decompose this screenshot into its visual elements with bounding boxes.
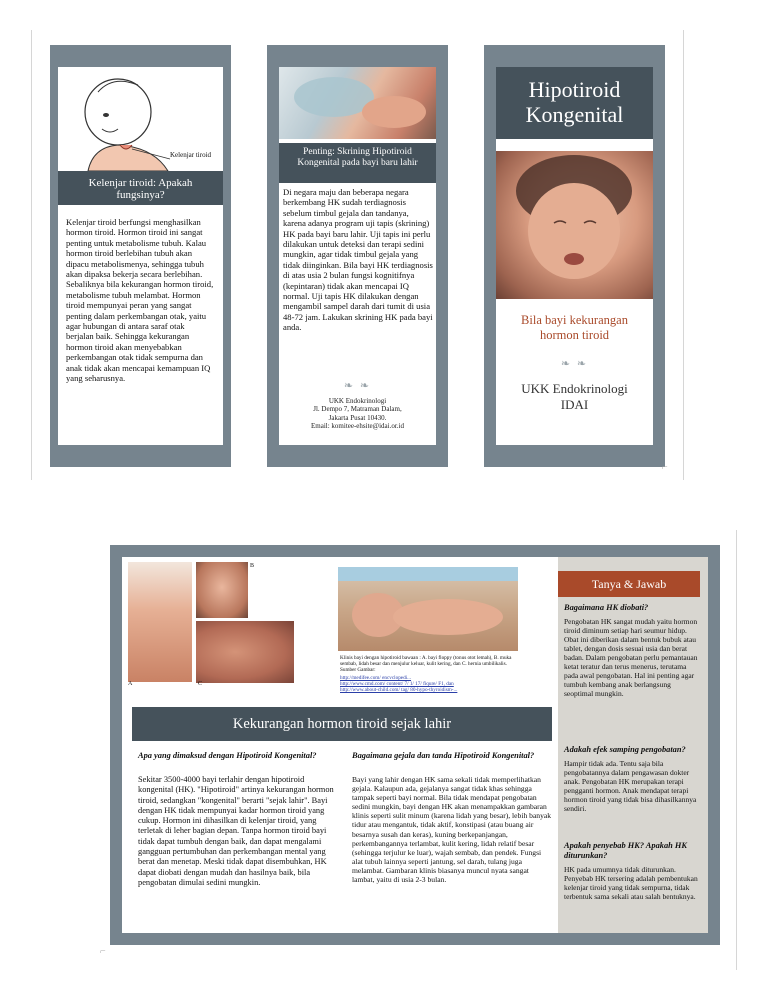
page-guide-bottom-right bbox=[736, 530, 737, 970]
spread-paper bbox=[122, 557, 708, 933]
source-link[interactable]: http://www.about-child.com/ tag/ 80-hypo-thyroidism-... bbox=[340, 687, 458, 693]
col2-heading: Bagaimana gejala dan tanda Hipotiroid Kongenital? bbox=[352, 751, 535, 760]
page-corner-mark: ⌐ bbox=[662, 462, 668, 473]
brochure-inside-spread bbox=[110, 545, 720, 945]
panel-1-body: Kelenjar tiroid berfungsi menghasilkan hormon tiroid. Hormon tiroid ini sangat penting untuk metabolisme tubuh. Kalau hormon tiroid berlebihan tubuh akan dipacu metabolismenya, sehingga tubuh akan dipaksa bekerja secara berlebihan. Sebaliknya bila kekurangan hormon tiroid, metabolisme tubuh melambat. Hormon tiroid mempunyai peran yang sangat penting dalam perkembangan otak, yaitu agar hubungan di antara saraf otak berjalan baik. Sehingga kekurangan hormon tiroid akan menyebabkan perkembangan otak tidak sempurna dan anak tidak akan mencapai kemampuan IQ yang seharusnya. bbox=[66, 217, 214, 384]
panel-1-heading: Kelenjar tiroid: Apakah fungsinya? bbox=[58, 171, 223, 205]
contact-line: Jakarta Pusat 10430. bbox=[328, 413, 387, 422]
page-corner-mark-2: ⌐ bbox=[100, 946, 106, 957]
qa-answer-1: Pengobatan HK sangat mudah yaitu hormon tiroid diminum setiap hari seumur hidup. Obat ini diberikan dalam bentuk bubuk atau tablet, dengan dosis sesuai usia dan berat badan. Dalam pengobatan perlu pemantauan ketat teratur dan terus menerus, terutama pada awal pengobatan. Hal ini penting agar tumbuh kembang anak berlangsung seoptimal mungkin. bbox=[564, 617, 698, 698]
cover-title: Hipotiroid Kongenital bbox=[496, 67, 653, 139]
qa-sidebar bbox=[558, 557, 708, 933]
photo-label-a: A bbox=[128, 681, 133, 687]
page-guide-right bbox=[683, 30, 684, 480]
panel-3-card bbox=[496, 67, 653, 445]
cover-baby-photo bbox=[496, 151, 653, 299]
col1-heading: Apa yang dimaksud dengan Hipotiroid Kongenital? bbox=[138, 751, 317, 760]
source-link[interactable]: http://www.cmd.com/ content/ 7/ 1/ 17/ fiqure/ F1, dan bbox=[340, 681, 454, 687]
panel-2-body: Di negara maju dan beberapa negara berkembang HK sudah terdiagnosis sebelum timbul gejala dan tandanya, karena adanya program uji tapis (skrining) HK pada bayi baru lahir. Uji tapis ini perlu dilakukan untuk deteksi dan terapi sedini mungkin, agar tidak timbul gejala yang tidak diinginkan. Bila bayi HK terdiagnosis di atas usia 2 bulan fungsi kognitifnya (kepintaran) tidak akan mencapai IQ normal. Uji tapis HK dilakukan dengan mengambil sampel darah dari tumit di usia 48-72 jam. Lakukan skrining HK pada bayi anda. bbox=[283, 187, 433, 333]
panel-2-heading: Penting: Skrining Hipotiroid Kongenital pada bayi baru lahir bbox=[279, 143, 436, 183]
spread-banner: Kekurangan hormon tiroid sejak lahir bbox=[132, 707, 552, 741]
cover-subtitle: Bila bayi kekurangan hormon tiroid bbox=[521, 313, 628, 342]
panel-2-ornament: ❧ ❧ bbox=[343, 380, 372, 392]
contact-line: Email: komitee-ehsite@idai.or.id bbox=[311, 422, 404, 431]
page-guide-left bbox=[31, 30, 32, 480]
baby-photo-c bbox=[196, 621, 294, 683]
contact-line: Jl. Dempo 7, Matraman Dalam, bbox=[313, 405, 402, 414]
caption-links bbox=[340, 675, 518, 693]
contact-line: UKK Endokrinologi bbox=[328, 397, 387, 405]
brochure-panel-3 bbox=[484, 45, 665, 467]
screening-photo bbox=[279, 67, 436, 139]
source-link[interactable]: http://medifee.com/ encvclopedi... bbox=[340, 675, 412, 681]
qa-title: Tanya & Jawab bbox=[558, 571, 700, 597]
qa-question-3: Apakah penyebab HK? Apakah HK diturunkan? bbox=[564, 841, 687, 860]
col2-body: Bayi yang lahir dengan HK sama sekali tidak memperlihatkan gejala. Kalaupun ada, gejalanya sangat tidak khas sehingga tampak seperti bayi normal. Bila tidak mendapat pengobatan sedini mungkin, bayi dengan HK akan menampakkan gambaran klinis seperti sulit minum (karena lidah yang besar), lebih banyak tidur atau mengantuk, tidak aktif, konstipasi (atau buang air besarnya susah dan keras), kuning berkepanjangan, perkembangannya terlambat, kulit kering, lidah relatif besar (sehingga terjulur ke luar), wajah sembab, dan pendek. Fungsi alat tubuh lainnya seperti jantung, sel darah, tulang juga melambat. Gambaran klinis biasanya muncul nyata sangat lambat, yaitu di usia 2-3 bulan. bbox=[352, 775, 552, 885]
photo-label-c: C bbox=[198, 681, 203, 687]
qa-answer-2: Hampir tidak ada. Tentu saja bila pengobatannya dalam pengawasan dokter anak. Pengobatan HK merupakan terapi pengganti hormon. Anak mendapat terapi hormon tiroid yang tidak bisa dihasilkannya sendiri. bbox=[564, 759, 697, 813]
illustration-label: Kelenjar tiroid bbox=[170, 151, 212, 159]
brochure-panel-1 bbox=[50, 45, 231, 467]
brochure-panel-2 bbox=[267, 45, 448, 467]
panel-2-card bbox=[279, 67, 436, 445]
qa-answer-3: HK pada umumnya tidak diturunkan. Penyebab HK tersering adalah pembentukan kelenjar tiroid yang tidak sempurna, tidak terbentuk sama sekali atau salah bentuknya. bbox=[564, 865, 698, 901]
qa-question-1: Bagaimana HK diobati? bbox=[564, 603, 649, 612]
photo-label-b: B bbox=[250, 563, 255, 569]
panel-2-contact bbox=[279, 397, 436, 431]
panel-3-ornament: ❧ ❧ bbox=[560, 358, 589, 370]
panel-1-card bbox=[58, 67, 223, 445]
baby-photo-a bbox=[128, 562, 192, 682]
col1-body: Sekitar 3500-4000 bayi terlahir dengan hipotiroid kongenital (HK). "Hipotiroid" artinya kekurangan hormon tiroid, sedangkan "kongenital" berarti "sejak lahir". Bayi dengan HK tidak mempunyai kadar hormon tiroid yang cukup. Hormon ini dihasilkan di kelenjar tiroid, yang terletak di leher bagian depan. Tanpa hormon tiroid bayi tidak dapat tumbuh dengan baik, dan dapat mengalami gangguan pertumbuhan dan perkembangan mental yang berat dan menetap. Meski tidak dapat disembuhkan, HK dapat diobati dengan mudah dan hasilnya baik, bila pengobatan dimulai sedini mungkin. bbox=[138, 775, 334, 887]
photo-caption: Klinis bayi dengan hipotiroid bawaan : A. bayi floppy (tonus otot lemah), B. muka sembab, lidah besar dan menjulur keluar, kulit kering, dan C. hernia umbilikalis. Sumber Gambar: bbox=[340, 655, 512, 673]
cover-org: UKK Endokrinologi IDAI bbox=[521, 381, 628, 412]
qa-question-2: Adakah efek samping pengobatan? bbox=[564, 745, 686, 754]
baby-photo-floppy bbox=[338, 567, 518, 651]
baby-photo-b bbox=[196, 562, 248, 618]
